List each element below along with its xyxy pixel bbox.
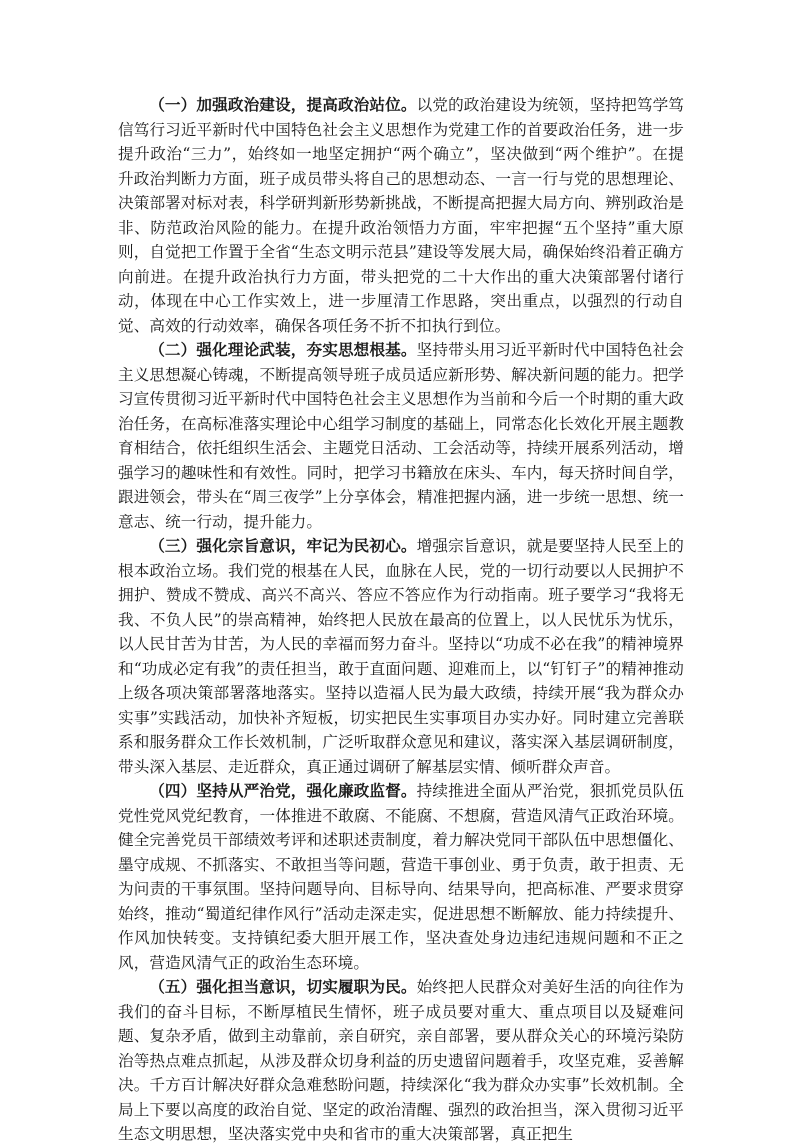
paragraph-2 <box>118 338 684 534</box>
paragraph-1 <box>118 93 684 338</box>
paragraph-3-heading: （三）强化宗旨意识，牢记为民初心。 <box>149 536 417 555</box>
paragraph-5-heading: （五）强化担当意识，切实履职为民。 <box>149 977 417 996</box>
paragraph-3 <box>118 534 684 779</box>
paragraph-4-heading: （四）坚持从严治党，强化廉政监督。 <box>149 781 417 800</box>
document-page <box>118 93 684 1147</box>
paragraph-2-heading: （二）强化理论武装，夯实思想根基。 <box>149 340 417 359</box>
paragraph-2-body: 坚持带头用习近平新时代中国特色社会主义思想凝心铸魂，不断提高领导班子成员适应新形势、解决新问题的能力。把学习宣传贯彻习近平新时代中国特色社会主义思想作为当前和今后一个时期的重大政治任务，在高标准落实理论中心组学习制度的基础上，同常态化长效化开展主题教育相结合，依托组织生活会、主题党日活动、工会活动等，持续开展系列活动，增强学习的趣味性和有效性。同时，把学习书籍放在床头、车内，每天挤时间自学，跟进领会，带头在“周三夜学”上分享体会，精准把握内涵，进一步统一思想、统一意志、统一行动，提升能力。 <box>118 341 684 531</box>
paragraph-3-body: 增强宗旨意识，就是要坚持人民至上的根本政治立场。我们党的根基在人民，血脉在人民，党的一切行动要以人民拥护不拥护、赞成不赞成、高兴不高兴、答应不答应作为行动指南。班子要学习“我将无我、不负人民”的崇高精神，始终把人民放在最高的位置上，以人民忧乐为忧乐，以人民甘苦为甘苦，为人民的幸福而努力奋斗。坚持以“功成不必在我”的精神境界和“功成必定有我”的责任担当，敢于直面问题、迎难而上，以“钉钉子”的精神推动上级各项决策部署落地落实。坚持以造福人民为最大政绩，持续开展“我为群众办实事”实践活动，加快补齐短板，切实把民生实事项目办实办好。同时建立完善联系和服务群众工作长效机制，广泛听取群众意见和建议，落实深入基层调研制度，带头深入基层、走近群众，真正通过调研了解基层实情、倾听群众声音。 <box>118 537 684 776</box>
paragraph-5 <box>118 975 684 1147</box>
paragraph-1-heading: （一）加强政治建设，提高政治站位。 <box>149 95 417 114</box>
paragraph-4 <box>118 779 684 975</box>
paragraph-5-body: 始终把人民群众对美好生活的向往作为我们的奋斗目标，不断厚植民生情怀，班子成员要对重大、重点项目以及疑难问题、复杂矛盾，做到主动靠前，亲自研究，亲自部署，要从群众关心的环境污染防治等热点难点抓起，从涉及群众切身利益的历史遗留问题着手，攻坚克难，妥善解决。千方百计解决好群众急难愁盼问题，持续深化“我为群众办实事”长效机制。全局上下要以高度的政治自觉、坚定的政治清醒、强烈的政治担当，深入贯彻习近平生态文明思想，坚决落实党中央和省市的重大决策部署，真正把生 <box>118 978 684 1143</box>
paragraph-4-body: 持续推进全面从严治党，狠抓党员队伍党性党风党纪教育，一体推进不敢腐、不能腐、不想腐，营造风清气正政治环境。健全完善党员干部绩效考评和述职述责制度，着力解决党同干部队伍中思想僵化、墨守成规、不抓落实、不敢担当等问题，营造干事创业、勇于负责，敢于担责、无为问责的干事氛围。坚持问题导向、目标导向、结果导向，把高标准、严要求贯穿始终，推动“蜀道纪律作风行”活动走深走实，促进思想不断解放、能力持续提升、作风加快转变。支持镇纪委大胆开展工作，坚决查处身边违纪违规问题和不正之风，营造风清气正的政治生态环境。 <box>118 782 684 972</box>
paragraph-1-body: 以党的政治建设为统领，坚持把笃学笃信笃行习近平新时代中国特色社会主义思想作为党建工作的首要政治任务，进一步提升政治“三力”，始终如一地坚定拥护“两个确立”，坚决做到“两个维护”。在提升政治判断力方面，班子成员带头将自己的思想动态、一言一行与党的思想理论、决策部署对标对表，科学研判新形势新挑战，不断提高把握大局方向、辨别政治是非、防范政治风险的能力。在提升政治领悟力方面，牢牢把握“五个坚持”重大原则，自觉把工作置于全省“生态文明示范县”建设等发展大局，确保始终沿着正确方向前进。在提升政治执行力方面，带头把党的二十大作出的重大决策部署付诸行动，体现在中心工作实效上，进一步厘清工作思路，突出重点，以强烈的行动自觉、高效的行动效率，确保各项任务不折不扣执行到位。 <box>118 96 684 335</box>
